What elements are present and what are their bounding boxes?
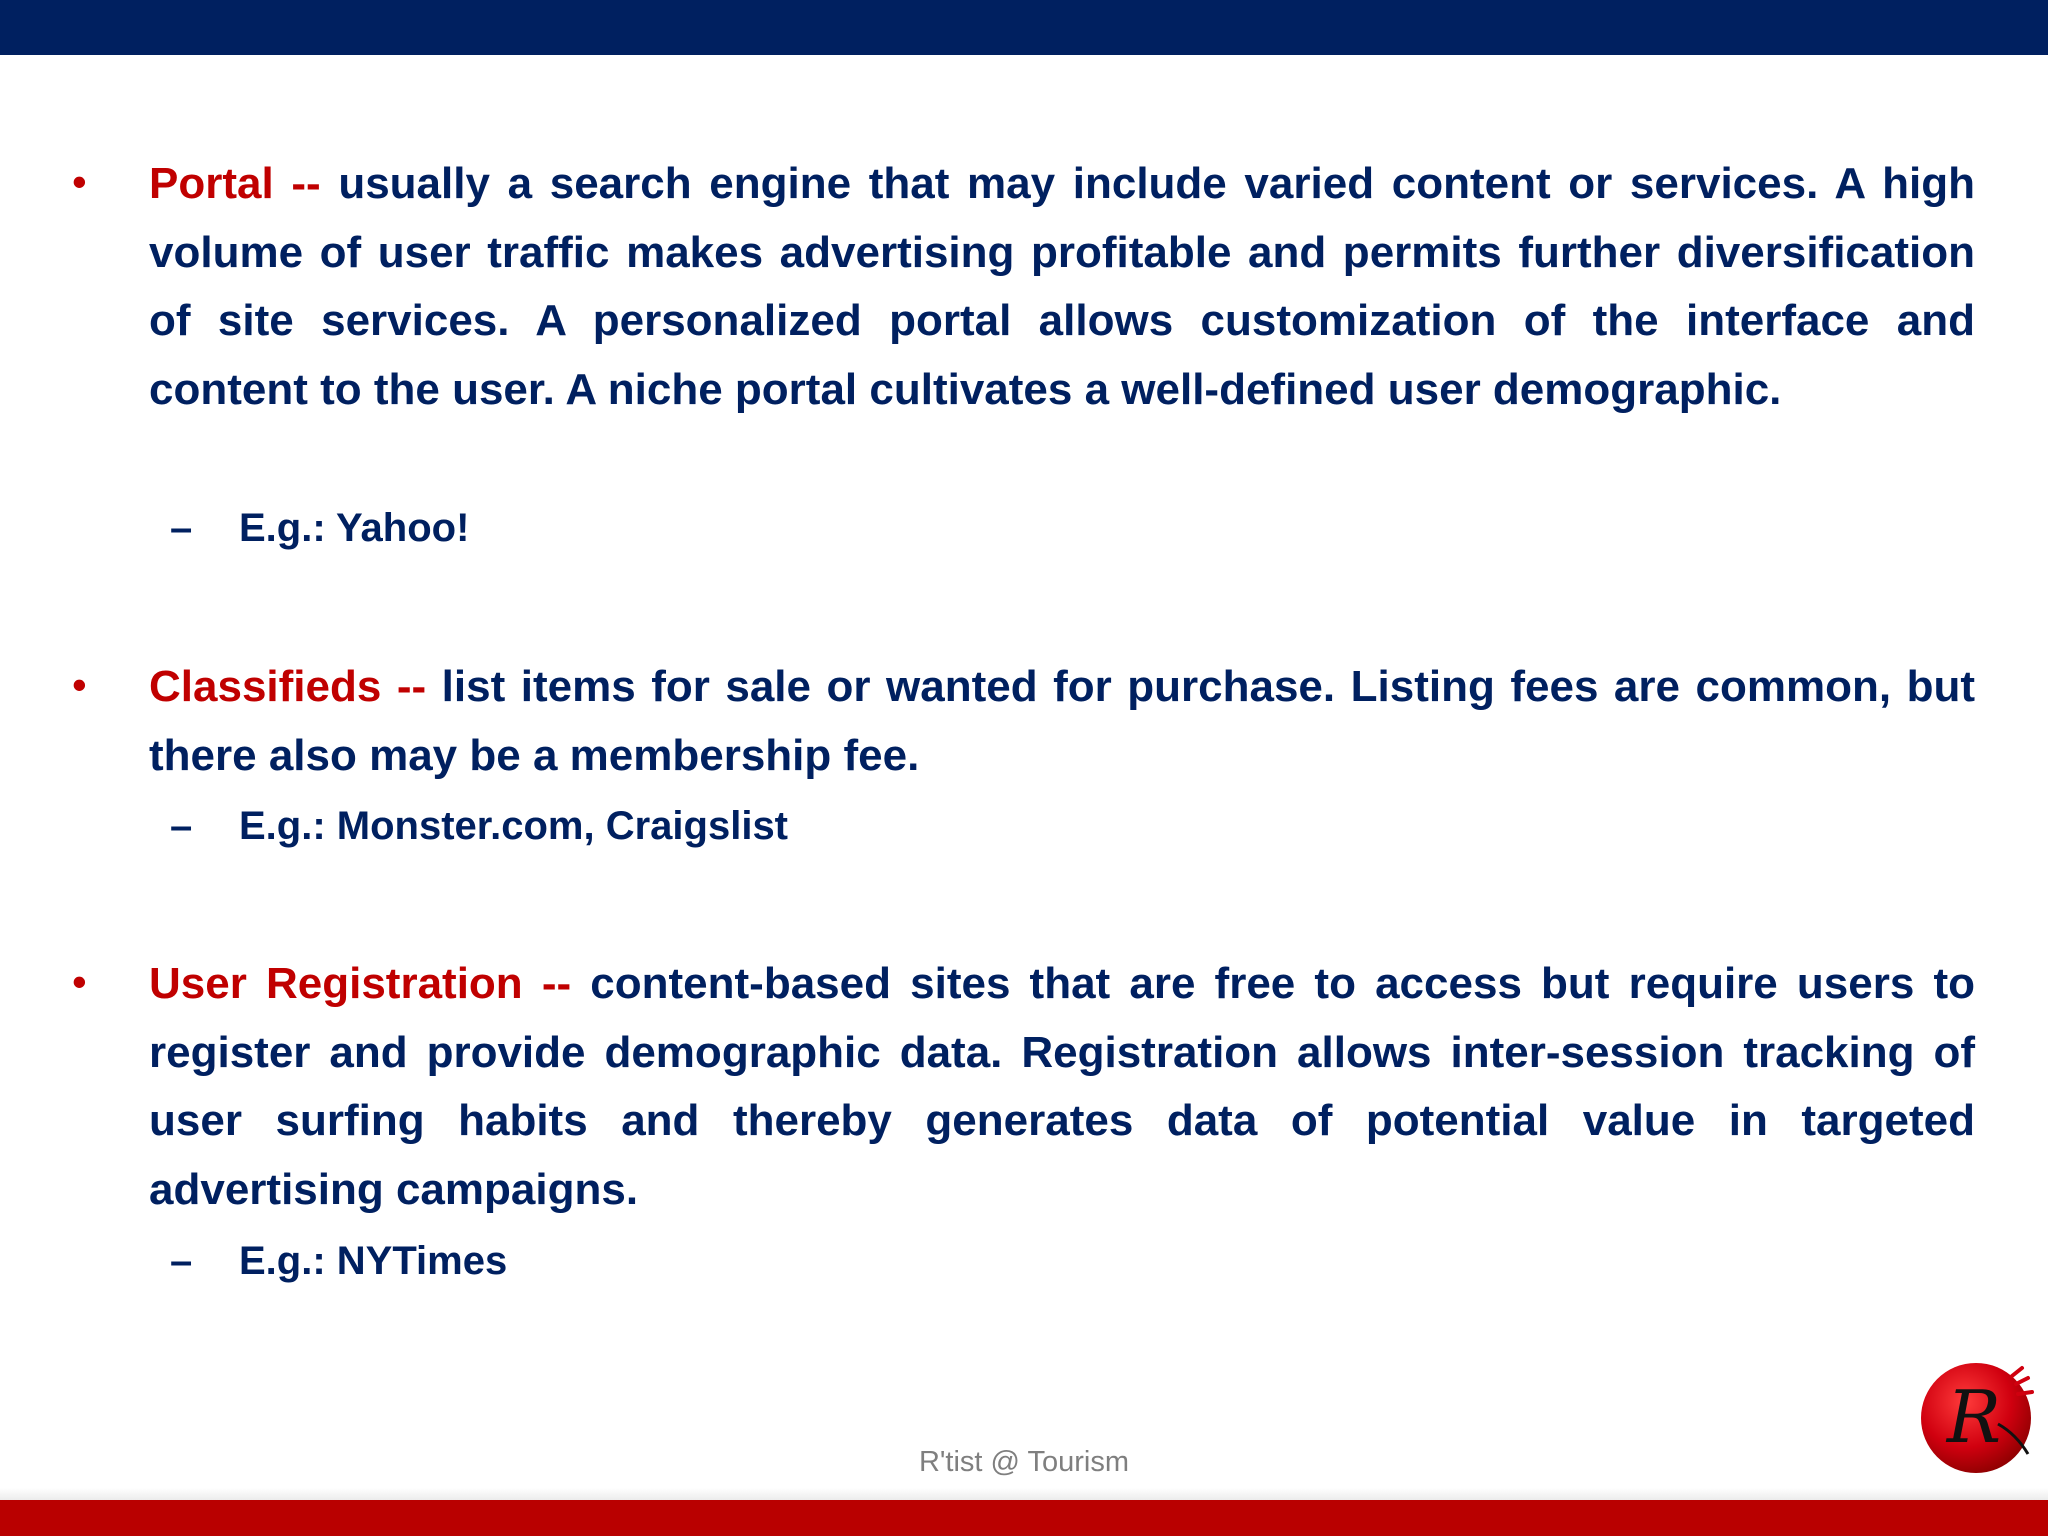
bullet-icon: • <box>72 158 87 205</box>
bullet-paragraph <box>149 150 1975 424</box>
footer-caption: R'tist @ Tourism <box>918 1446 1130 1478</box>
sub-bullet-dash-icon: – <box>170 804 193 848</box>
sub-bullet-dash-icon: – <box>170 1239 193 1283</box>
footer-shadow <box>0 1488 2048 1500</box>
bullet-description: usually a search engine that may include varied content or services. A high volume of user traffic makes advertising profitable and permits further diversification of site services. A personalized portal allows customization of the interface and content to the user. A niche portal cultivates a well-defined user demographic. <box>149 159 1976 414</box>
bullet-term: Classifieds -- <box>149 662 427 711</box>
footer-bar <box>0 1500 2048 1536</box>
bullet-description: content-based sites that are free to access but require users to register and provide demographic data. Registration allows inter-session tracking of user surfing habits and thereby generates data of potential value in targeted advertising campaigns. <box>149 959 1975 1214</box>
bullet-term: User Registration -- <box>149 959 572 1008</box>
logo-lettering: R <box>1946 1375 2002 1459</box>
bullet-paragraph <box>149 653 1975 790</box>
bullet-paragraph <box>149 950 1975 1224</box>
brand-logo-icon <box>1918 1354 2040 1476</box>
sub-bullet-dash-icon: – <box>170 506 193 550</box>
example-text: E.g.: NYTimes <box>239 1239 508 1283</box>
example-text: E.g.: Monster.com, Craigslist <box>239 804 789 848</box>
bullet-term: Portal -- <box>149 159 321 208</box>
example-text: E.g.: Yahoo! <box>239 506 470 550</box>
bullet-icon: • <box>72 661 87 708</box>
bullet-icon: • <box>72 958 87 1005</box>
bullet-description: list items for sale or wanted for purchase. Listing fees are common, but there also may be a membership fee. <box>149 662 1975 780</box>
